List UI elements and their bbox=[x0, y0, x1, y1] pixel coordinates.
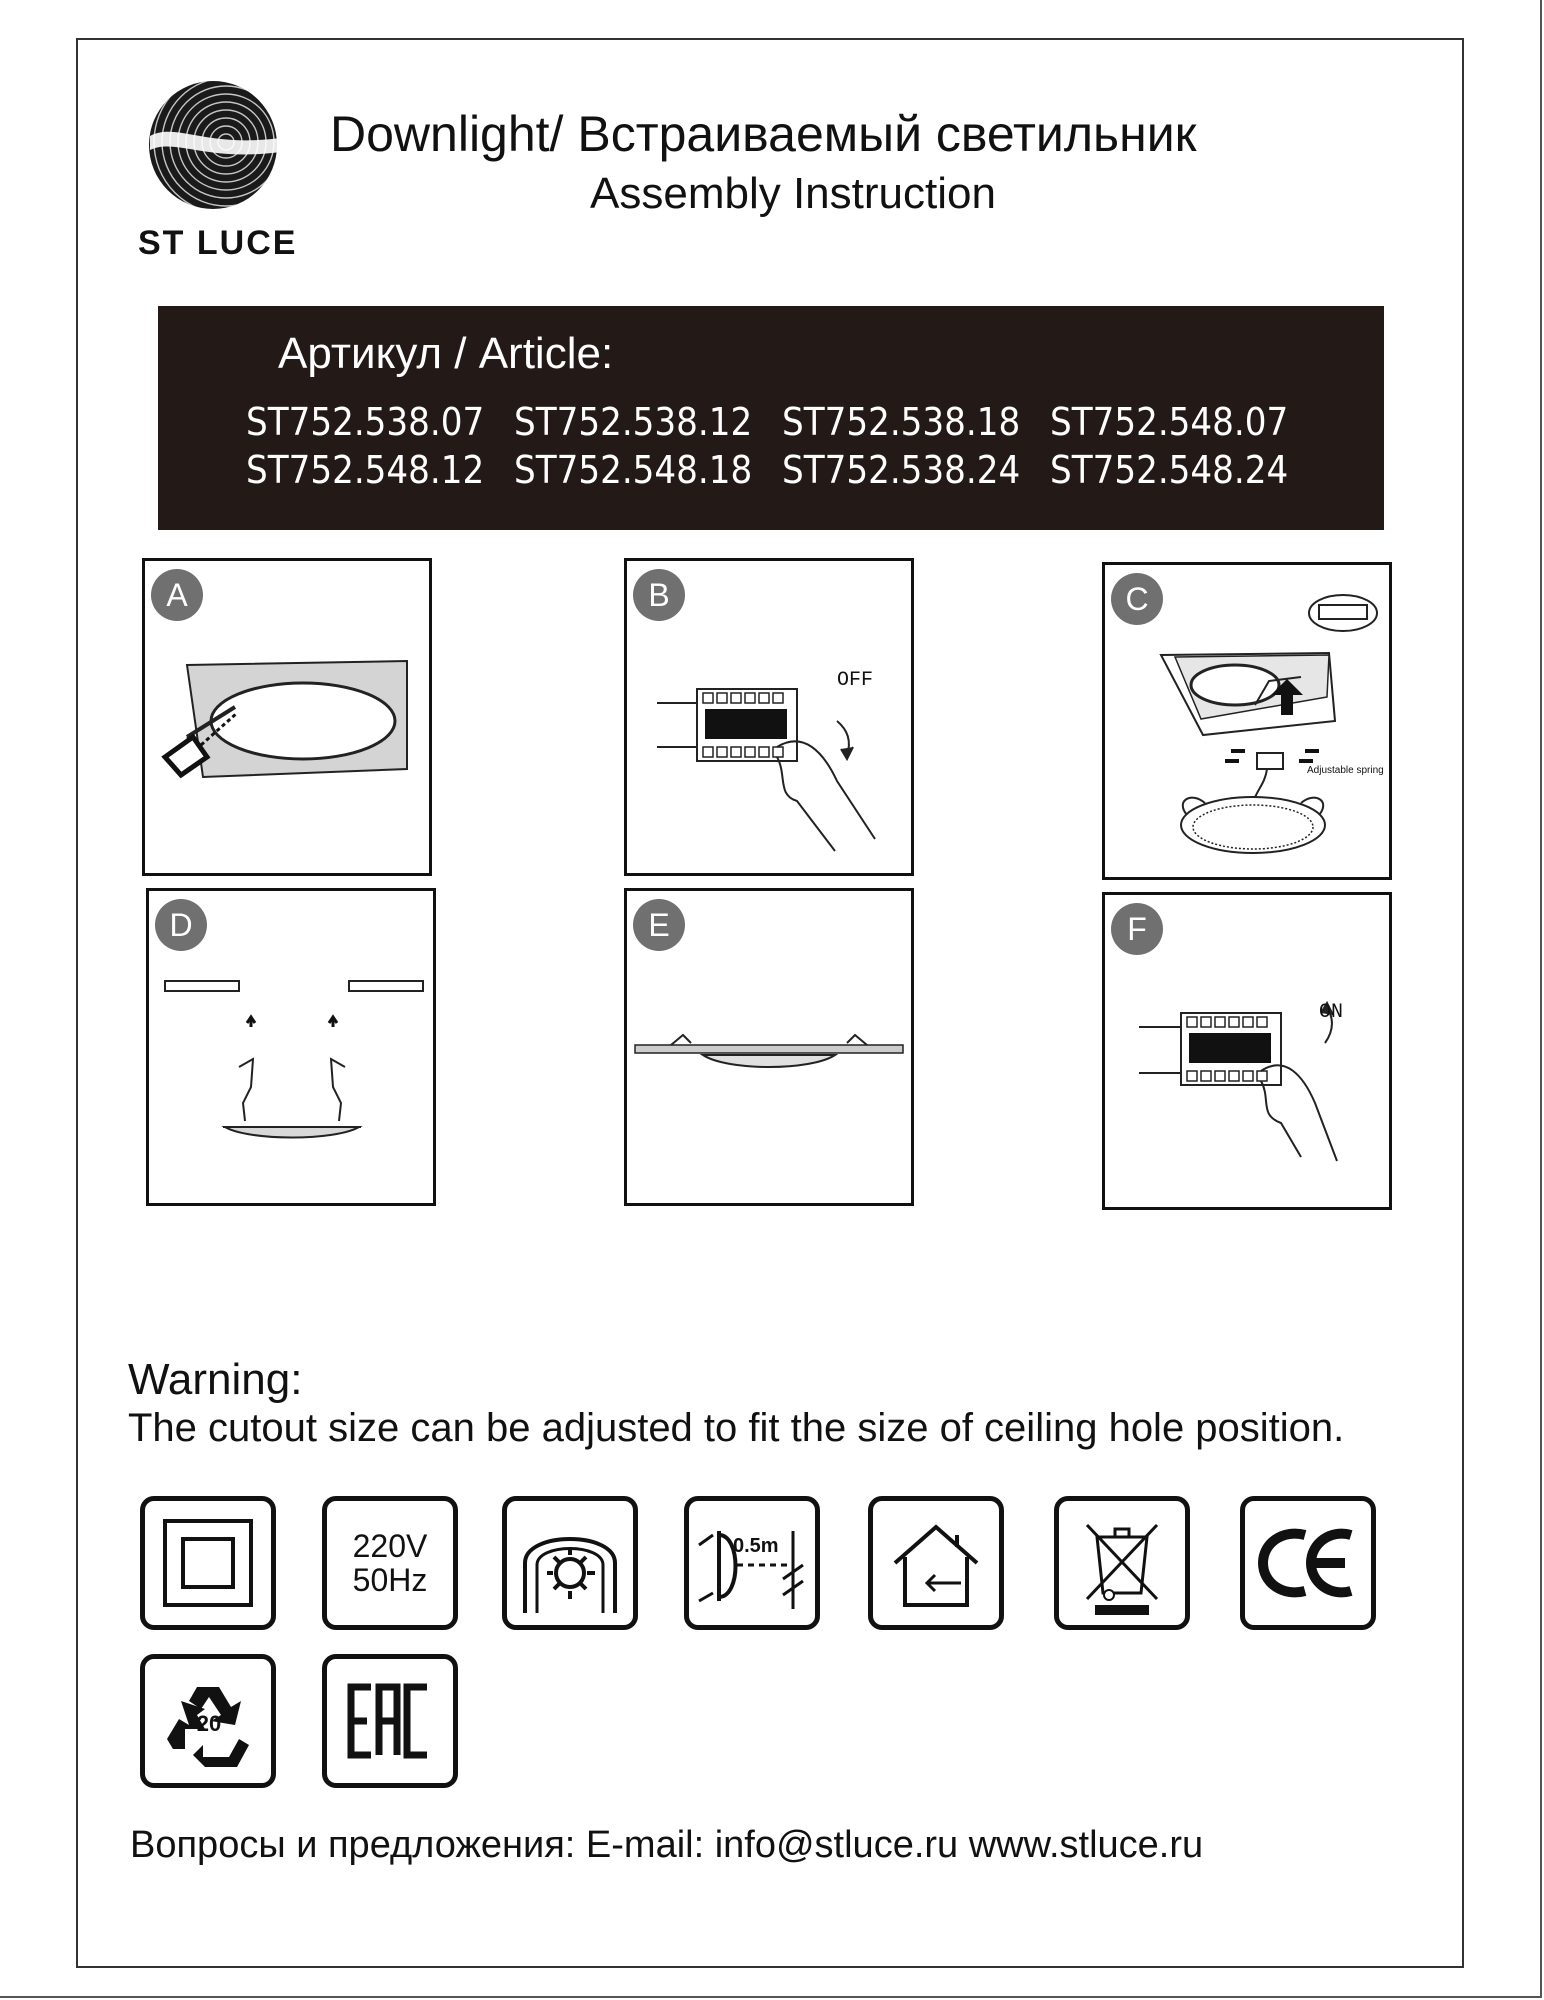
step-badge: E bbox=[633, 899, 685, 951]
recycle-number: 20 bbox=[196, 1711, 222, 1736]
double-insulation-icon bbox=[140, 1496, 276, 1630]
step-a-panel bbox=[142, 558, 432, 876]
step-f-panel bbox=[1102, 892, 1392, 1210]
step-c-panel bbox=[1102, 562, 1392, 880]
article-label: Артикул / Article: bbox=[278, 329, 614, 378]
article-banner bbox=[158, 306, 1384, 530]
page-subtitle: Assembly Instruction bbox=[590, 169, 996, 218]
article-code: ST752.548.12 bbox=[246, 448, 485, 492]
eac-mark-icon bbox=[322, 1654, 458, 1788]
recycle-icon bbox=[140, 1654, 276, 1788]
page-title: Downlight/ Встраиваемый светильник bbox=[330, 106, 1197, 162]
article-code: ST752.538.07 bbox=[246, 400, 485, 444]
step-badge: D bbox=[155, 899, 207, 951]
step-badge: B bbox=[633, 569, 685, 621]
step-e-panel bbox=[624, 888, 914, 1206]
step-badge: A bbox=[151, 569, 203, 621]
warning-heading: Warning: bbox=[128, 1355, 303, 1404]
indoor-use-icon bbox=[868, 1496, 1004, 1630]
article-code: ST752.538.18 bbox=[782, 400, 1021, 444]
min-distance-icon bbox=[684, 1496, 820, 1630]
step-d-panel bbox=[146, 888, 436, 1206]
step-badge: C bbox=[1111, 573, 1163, 625]
ce-mark-icon bbox=[1240, 1496, 1376, 1630]
contact-footer: Вопросы и предложения: E-mail: info@stluce.ru www.stluce.ru bbox=[130, 1824, 1204, 1866]
article-codes bbox=[246, 400, 1318, 492]
lamp-cover-icon bbox=[502, 1496, 638, 1630]
voltage-label: 220V bbox=[352, 1528, 428, 1564]
brand-name: ST LUCE bbox=[138, 224, 298, 262]
step-badge: F bbox=[1111, 903, 1163, 955]
adjustable-spring-label: Adjustable spring bbox=[1307, 765, 1384, 776]
article-code: ST752.548.18 bbox=[514, 448, 753, 492]
voltage-icon bbox=[322, 1496, 458, 1630]
article-code: ST752.548.07 bbox=[1050, 400, 1289, 444]
article-code: ST752.548.24 bbox=[1050, 448, 1289, 492]
step-b-panel bbox=[624, 558, 914, 876]
article-code: ST752.538.12 bbox=[514, 400, 753, 444]
logo-swirl-icon bbox=[146, 78, 280, 212]
warning-text: The cutout size can be adjusted to fit the size of ceiling hole position. bbox=[128, 1406, 1345, 1450]
weee-bin-icon bbox=[1054, 1496, 1190, 1630]
brand-logo bbox=[146, 78, 280, 212]
distance-label: 0.5m bbox=[733, 1535, 779, 1557]
article-code: ST752.538.24 bbox=[782, 448, 1021, 492]
frequency-label: 50Hz bbox=[352, 1562, 428, 1598]
switch-on-label: ON bbox=[1319, 1001, 1344, 1024]
switch-off-label: OFF bbox=[837, 669, 874, 692]
